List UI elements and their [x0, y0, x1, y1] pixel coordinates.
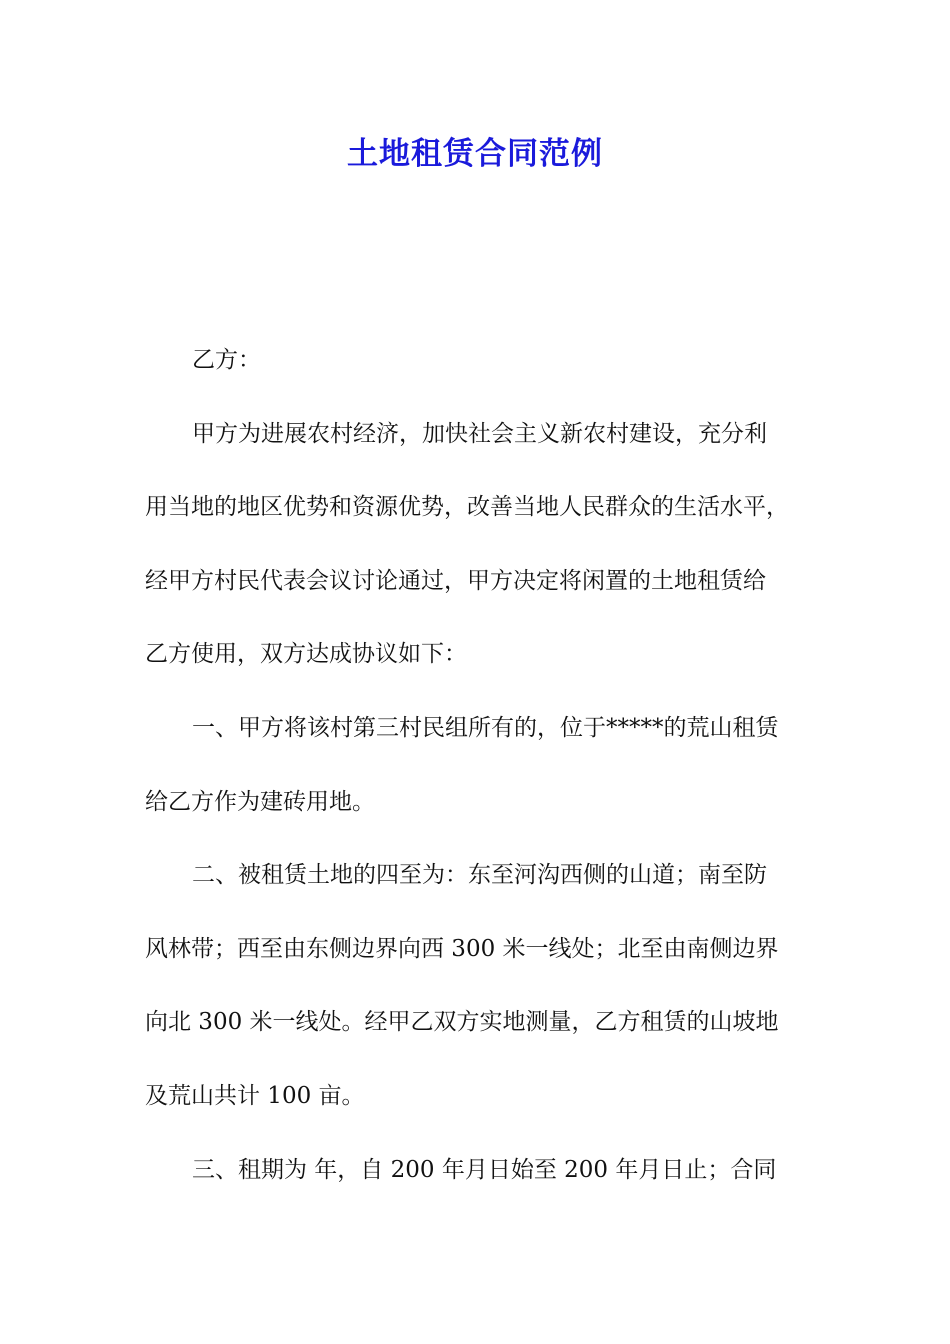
body-line: 甲方为进展农村经济，加快社会主义新农村建设，充分利 — [192, 420, 767, 447]
body-line: 向北 300 米一线处。经甲乙双方实地测量，乙方租赁的山坡地 — [145, 1009, 779, 1036]
document-body — [145, 336, 815, 1219]
body-line: 三、租期为 年，自 200 年月日始至 200 年月日止；合同 — [192, 1156, 777, 1183]
document-title: 土地租赁合同范例 — [347, 136, 603, 172]
body-line: 一、甲方将该村第三村民组所有的，位于*****的荒山租赁 — [192, 714, 779, 741]
body-line: 经甲方村民代表会议讨论通过，甲方决定将闲置的土地租赁给 — [145, 567, 766, 594]
body-line: 及荒山共计 100 亩。 — [145, 1082, 365, 1109]
body-line: 给乙方作为建砖用地。 — [145, 788, 375, 815]
body-line: 用当地的地区优势和资源优势，改善当地人民群众的生活水平， — [145, 494, 789, 521]
body-line: 二、被租赁土地的四至为：东至河沟西侧的山道；南至防 — [192, 862, 767, 889]
body-line: 乙方使用，双方达成协议如下： — [145, 641, 467, 668]
body-line: 风林带；西至由东侧边界向西 300 米一线处；北至由南侧边界 — [145, 935, 779, 962]
body-line: 乙方： — [192, 347, 261, 373]
